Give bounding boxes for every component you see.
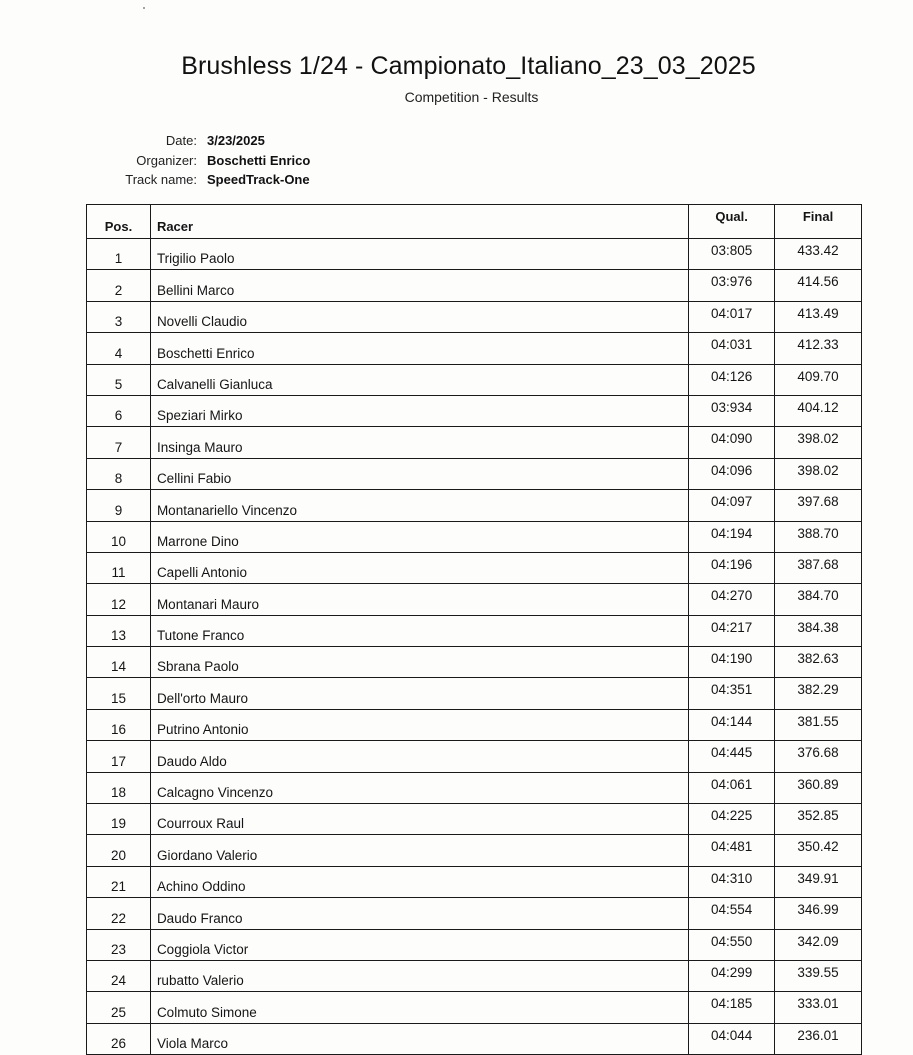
- qual-cell: 04:270: [689, 584, 775, 615]
- pos-cell: 23: [87, 929, 151, 960]
- date-label: Date:: [165, 133, 197, 148]
- racer-cell: Coggiola Victor: [150, 929, 688, 960]
- final-cell: 384.70: [775, 584, 862, 615]
- qual-cell: 04:061: [689, 772, 775, 803]
- qual-cell: 03:934: [689, 395, 775, 426]
- pos-cell: 17: [87, 741, 151, 772]
- qual-cell: 04:217: [689, 615, 775, 646]
- table-row: [87, 866, 862, 897]
- table-row: [87, 709, 862, 740]
- date-row: [100, 131, 310, 151]
- table-row: [87, 552, 862, 583]
- scan-speck: [143, 7, 145, 9]
- final-cell: 360.89: [775, 772, 862, 803]
- final-cell: 376.68: [775, 741, 862, 772]
- table-row: [87, 333, 862, 364]
- qual-cell: 04:031: [689, 333, 775, 364]
- track-row: [100, 170, 310, 190]
- qual-cell: 03:805: [689, 239, 775, 270]
- pos-cell: 19: [87, 804, 151, 835]
- qual-cell: 04:445: [689, 741, 775, 772]
- qual-cell: 04:299: [689, 960, 775, 991]
- table-row: [87, 301, 862, 332]
- qual-cell: 04:194: [689, 521, 775, 552]
- qual-cell: 04:017: [689, 301, 775, 332]
- qual-cell: 04:096: [689, 458, 775, 489]
- organizer-value: Boschetti Enrico: [207, 152, 311, 168]
- table-row: [87, 490, 862, 521]
- pos-cell: 13: [87, 615, 151, 646]
- organizer-label: Organizer:: [136, 152, 197, 168]
- pos-cell: 3: [87, 301, 151, 332]
- pos-cell: 15: [87, 678, 151, 709]
- pos-cell: 14: [87, 647, 151, 678]
- racer-cell: Capelli Antonio: [150, 552, 688, 583]
- final-cell: 412.33: [775, 333, 862, 364]
- racer-cell: rubatto Valerio: [150, 960, 688, 991]
- final-cell: 339.55: [775, 960, 862, 991]
- racer-cell: Montanariello Vincenzo: [150, 490, 688, 521]
- table-row: [87, 584, 862, 615]
- pos-cell: 4: [87, 333, 151, 364]
- qual-cell: 04:044: [689, 1023, 775, 1054]
- final-cell: 350.42: [775, 835, 862, 866]
- page-subtitle: Competition - Results: [404, 89, 539, 105]
- qual-cell: 04:144: [689, 709, 775, 740]
- racer-cell: Giordano Valerio: [150, 835, 688, 866]
- pos-cell: 20: [87, 835, 151, 866]
- pos-cell: 12: [87, 584, 151, 615]
- racer-cell: Marrone Dino: [150, 521, 688, 552]
- pos-cell: 6: [87, 395, 151, 426]
- pos-cell: 22: [87, 898, 151, 929]
- table-row: [87, 458, 862, 489]
- final-cell: 342.09: [775, 929, 862, 960]
- track-value: SpeedTrack-One: [207, 172, 310, 187]
- final-cell: 433.42: [775, 239, 862, 270]
- table-row: [87, 741, 862, 772]
- table-row: [87, 427, 862, 458]
- qual-cell: 04:310: [689, 866, 775, 897]
- qual-cell: 04:196: [689, 552, 775, 583]
- racer-cell: Trigilio Paolo: [150, 239, 688, 270]
- racer-cell: Novelli Claudio: [150, 301, 688, 332]
- date-value: 3/23/2025: [207, 133, 265, 148]
- table-row: [87, 1023, 862, 1054]
- qual-cell: 04:185: [689, 992, 775, 1023]
- qual-cell: 04:351: [689, 678, 775, 709]
- racer-cell: Colmuto Simone: [150, 992, 688, 1023]
- page-title: Brushless 1/24 - Campionato_Italiano_23_03_2025: [181, 52, 756, 80]
- qual-cell: 04:481: [689, 835, 775, 866]
- final-cell: 414.56: [775, 270, 862, 301]
- racer-cell: Courroux Raul: [150, 804, 688, 835]
- racer-cell: Insinga Mauro: [150, 427, 688, 458]
- table-row: [87, 678, 862, 709]
- racer-cell: Calvanelli Gianluca: [150, 364, 688, 395]
- pos-cell: 9: [87, 490, 151, 521]
- table-row: [87, 395, 862, 426]
- qual-cell: 04:190: [689, 647, 775, 678]
- table-row: [87, 835, 862, 866]
- qual-cell: 04:554: [689, 898, 775, 929]
- table-row: [87, 929, 862, 960]
- racer-cell: Cellini Fabio: [150, 458, 688, 489]
- final-cell: 333.01: [775, 992, 862, 1023]
- table-row: [87, 364, 862, 395]
- final-cell: 384.38: [775, 615, 862, 646]
- pos-cell: 11: [87, 552, 151, 583]
- pos-cell: 7: [87, 427, 151, 458]
- racer-cell: Montanari Mauro: [150, 584, 688, 615]
- racer-cell: Dell'orto Mauro: [150, 678, 688, 709]
- table-row: [87, 772, 862, 803]
- racer-cell: Sbrana Paolo: [150, 647, 688, 678]
- event-info: [100, 131, 310, 190]
- pos-cell: 24: [87, 960, 151, 991]
- table-row: [87, 804, 862, 835]
- racer-cell: Speziari Mirko: [150, 395, 688, 426]
- track-label: Track name:: [125, 172, 197, 187]
- racer-cell: Daudo Franco: [150, 898, 688, 929]
- pos-cell: 26: [87, 1023, 151, 1054]
- qual-cell: 04:225: [689, 804, 775, 835]
- table-header-row: [87, 205, 862, 239]
- final-cell: 236.01: [775, 1023, 862, 1054]
- pos-header: Pos.: [87, 205, 151, 239]
- table-row: [87, 270, 862, 301]
- final-cell: 381.55: [775, 709, 862, 740]
- racer-cell: Boschetti Enrico: [150, 333, 688, 364]
- results-table: [86, 204, 862, 1055]
- final-cell: 409.70: [775, 364, 862, 395]
- racer-cell: Putrino Antonio: [150, 709, 688, 740]
- pos-cell: 25: [87, 992, 151, 1023]
- organizer-row: [100, 151, 310, 171]
- qual-cell: 04:550: [689, 929, 775, 960]
- qual-cell: 03:976: [689, 270, 775, 301]
- final-cell: 388.70: [775, 521, 862, 552]
- racer-cell: Calcagno Vincenzo: [150, 772, 688, 803]
- racer-cell: Tutone Franco: [150, 615, 688, 646]
- qual-header: Qual.: [689, 205, 775, 239]
- pos-cell: 1: [87, 239, 151, 270]
- qual-cell: 04:097: [689, 490, 775, 521]
- table-row: [87, 239, 862, 270]
- qual-cell: 04:126: [689, 364, 775, 395]
- pos-cell: 21: [87, 866, 151, 897]
- final-cell: 352.85: [775, 804, 862, 835]
- table-row: [87, 521, 862, 552]
- final-cell: 382.29: [775, 678, 862, 709]
- final-cell: 397.68: [775, 490, 862, 521]
- results-body: [87, 239, 862, 1055]
- pos-cell: 2: [87, 270, 151, 301]
- final-cell: 382.63: [775, 647, 862, 678]
- table-row: [87, 615, 862, 646]
- pos-cell: 18: [87, 772, 151, 803]
- racer-header: Racer: [150, 205, 688, 239]
- final-cell: 404.12: [775, 395, 862, 426]
- racer-cell: Daudo Aldo: [150, 741, 688, 772]
- final-cell: 349.91: [775, 866, 862, 897]
- final-cell: 387.68: [775, 552, 862, 583]
- racer-cell: Viola Marco: [150, 1023, 688, 1054]
- pos-cell: 16: [87, 709, 151, 740]
- final-cell: 413.49: [775, 301, 862, 332]
- final-header: Final: [775, 205, 862, 239]
- final-cell: 398.02: [775, 458, 862, 489]
- pos-cell: 5: [87, 364, 151, 395]
- table-row: [87, 960, 862, 991]
- racer-cell: Bellini Marco: [150, 270, 688, 301]
- table-row: [87, 898, 862, 929]
- qual-cell: 04:090: [689, 427, 775, 458]
- table-row: [87, 647, 862, 678]
- table-row: [87, 992, 862, 1023]
- racer-cell: Achino Oddino: [150, 866, 688, 897]
- pos-cell: 8: [87, 458, 151, 489]
- final-cell: 346.99: [775, 898, 862, 929]
- pos-cell: 10: [87, 521, 151, 552]
- final-cell: 398.02: [775, 427, 862, 458]
